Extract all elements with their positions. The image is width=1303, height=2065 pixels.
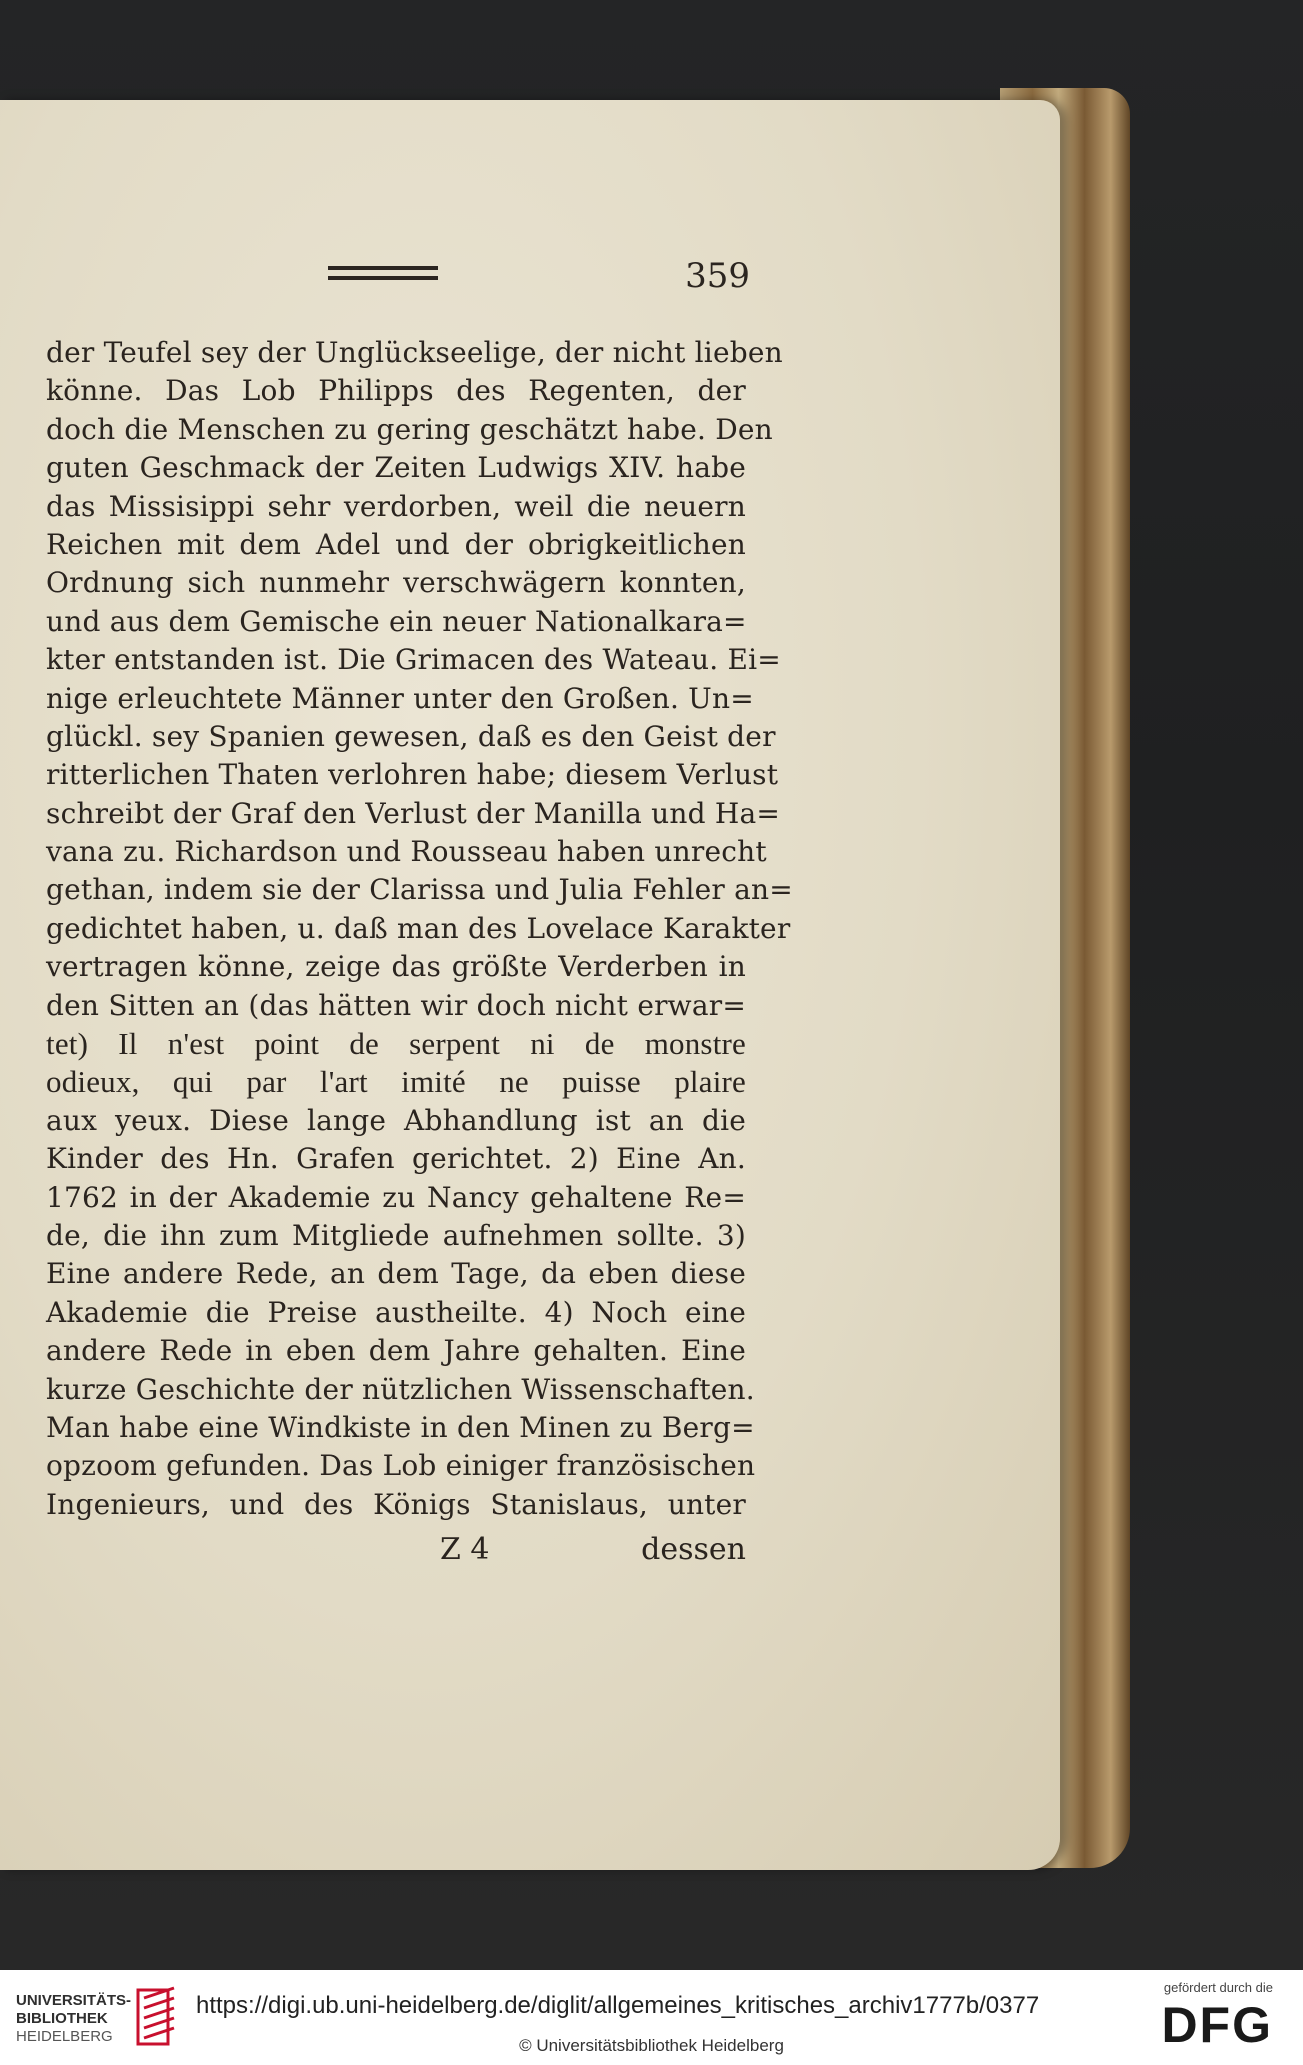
text-line-14: vana zu. Richardson und Rousseau haben unrecht — [46, 835, 767, 869]
page-number: 359 — [685, 256, 750, 296]
library-name-line2: BIBLIOTHEK — [16, 2010, 108, 2027]
text-line-7: Ordnung sich nunmehr verschwägern konnten, — [46, 566, 746, 600]
text-line-18: den Sitten an (das hätten wir doch nicht erwar= — [46, 988, 746, 1022]
text-line-16: gedichtet haben, u. daß man des Lovelace Karakter — [46, 911, 791, 945]
library-name-line3: HEIDELBERG — [16, 2028, 113, 2045]
permalink-url[interactable]: https://digi.ub.uni-heidelberg.de/diglit/allgemeines_kritisches_archiv1777b/0377 — [196, 1992, 1040, 2019]
text-line-29: Man habe eine Windkiste in den Minen zu Berg= — [46, 1410, 755, 1444]
signature-mark: Z 4 — [440, 1532, 490, 1567]
text-line-9: kter entstanden ist. Die Grimacen des Wateau. Ei= — [46, 643, 781, 677]
text-line-5: das Missisippi sehr verdorben, weil die neuern — [46, 489, 746, 523]
text-line-17: vertragen könne, zeige das größte Verderben in — [46, 950, 746, 984]
text-line-22: Kinder des Hn. Grafen gerichtet. 2) Eine An. — [46, 1142, 746, 1176]
text-line-1: der Teufel sey der Unglückseelige, der nicht lieben — [46, 336, 783, 369]
text-line-4: guten Geschmack der Zeiten Ludwigs XIV. habe — [46, 451, 746, 485]
text-line-8: und aus dem Gemische ein neuer Nationalkara= — [46, 604, 747, 638]
catchword: dessen — [641, 1532, 746, 1567]
text-line-27: andere Rede in eben dem Jahre gehalten. Eine — [46, 1334, 746, 1368]
copyright-notice: © Universitätsbibliothek Heidelberg — [519, 2036, 784, 2055]
text-line-6: Reichen mit dem Adel und der obrigkeitlichen — [46, 527, 746, 561]
text-line-3: doch die Menschen zu gering geschätzt habe. Den — [46, 412, 773, 446]
text-line-26: Akademie die Preise austheilte. 4) Noch eine — [46, 1295, 746, 1329]
text-line-28: kurze Geschichte der nützlichen Wissenschaften. — [46, 1372, 755, 1406]
text-line-12: ritterlichen Thaten verlohren habe; diesem Verlust — [46, 758, 779, 792]
text-line-20: odieux, qui par l'art imité ne puisse plaire — [46, 1064, 746, 1100]
library-name-line1: UNIVERSITÄTS- — [16, 1992, 132, 2009]
text-line-10: nige erleuchtete Männer unter den Großen. Un= — [46, 681, 754, 715]
text-line-2: könne. Das Lob Philipps des Regenten, der — [46, 374, 746, 408]
dfg-logo: DFG — [1161, 1997, 1273, 2053]
header-rule — [328, 266, 438, 280]
text-line-15: gethan, indem sie der Clarissa und Julia Fehler an= — [46, 873, 793, 907]
text-line-23: 1762 in der Akademie zu Nancy gehaltene Re= — [46, 1180, 746, 1214]
text-line-11: glückl. sey Spanien gewesen, daß es den Geist der — [46, 719, 776, 753]
text-line-19: tet) Il n'est point de serpent ni de monstre — [46, 1026, 746, 1062]
text-line-30: opzoom gefunden. Das Lob einiger französischen — [46, 1449, 756, 1483]
text-line-13: schreibt der Graf den Verlust der Manilla und Ha= — [46, 796, 780, 830]
funder-caption: gefördert durch die — [1163, 1980, 1273, 1995]
page-text — [46, 334, 793, 1524]
text-line-24: de, die ihn zum Mitgliede aufnehmen sollte. 3) — [46, 1218, 746, 1252]
viewer-footer — [0, 1970, 1303, 2065]
text-line-21: aux yeux. Diese lange Abhandlung ist an die — [46, 1103, 746, 1137]
text-line-25: Eine andere Rede, an dem Tage, da eben diese — [46, 1257, 746, 1291]
text-line-31: Ingenieurs, und des Königs Stanislaus, unter — [46, 1487, 746, 1521]
